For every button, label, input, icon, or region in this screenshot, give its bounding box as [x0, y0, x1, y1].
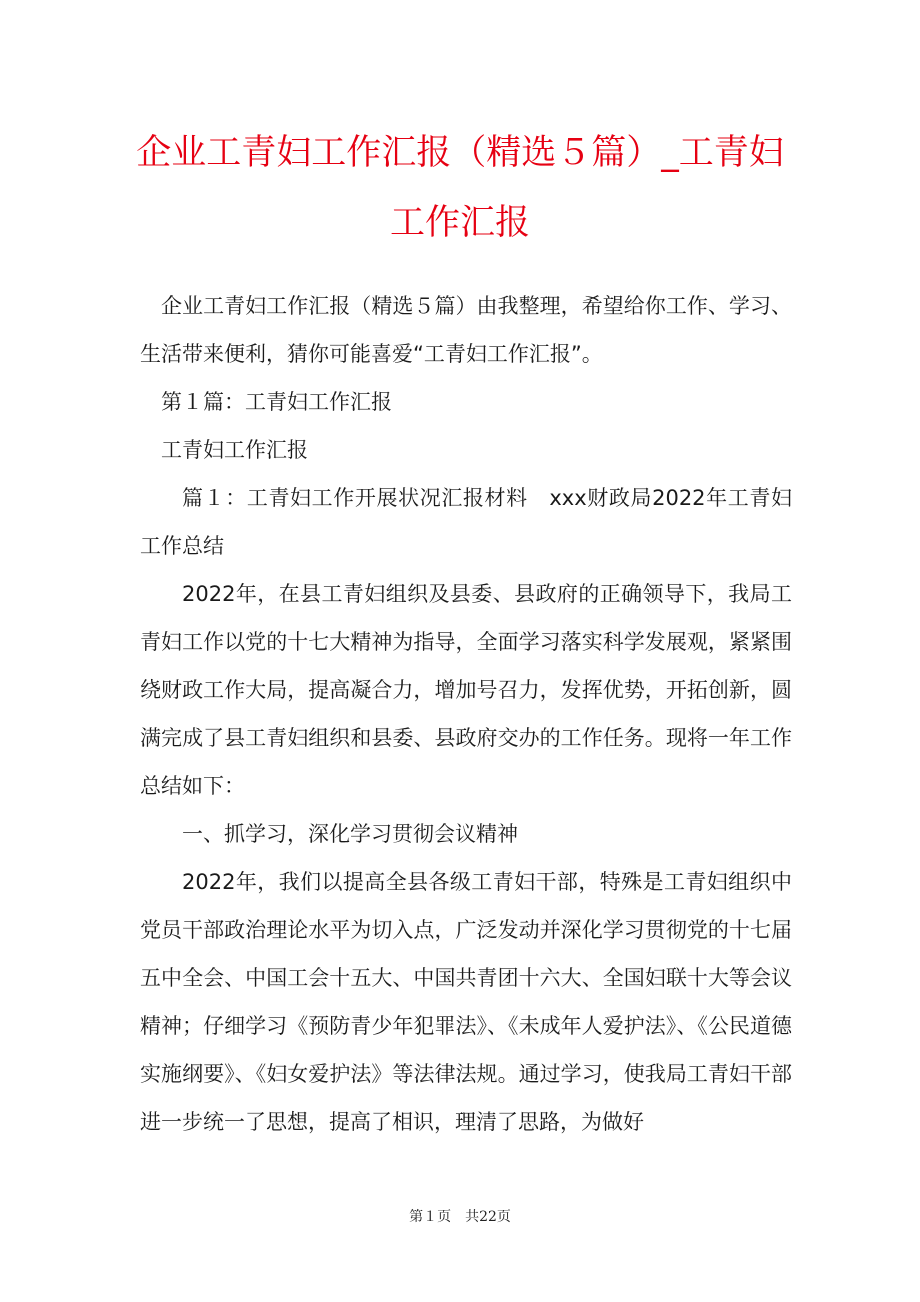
intro-paragraph: 企业工青妇工作汇报（精选５篇）由我整理，希望给你工作、学习、生活带来便利，猜你可能喜爱“工青妇工作汇报”。	[140, 294, 792, 366]
study-paragraph: 2022年，我们以提高全县各级工青妇干部，特殊是工青妇组织中党员干部政治理论水平为切入点，广泛发动并深化学习贯彻党的十七届五中全会、中国工会十五大、中国共青团十六大、全国妇联十大等会议精神；仔细学习《预防青少年犯罪法》、《未成年人爱护法》、《公民道德实施纲要》、《妇女爱护法》等法律法规。通过学习，使我局工青妇干部进一步统一了思想，提高了相识，理清了思路，为做好	[140, 870, 792, 1134]
point-heading: 一、抓学习，深化学习贯彻会议精神	[182, 822, 518, 846]
subsection-heading: 篇１：工青妇工作开展状况汇报材料 xxx财政局2022年工青妇工作总结	[140, 486, 792, 558]
summary-paragraph: 2022年，在县工青妇组织及县委、县政府的正确领导下，我局工青妇工作以党的十七大精神为指导，全面学习落实科学发展观，紧紧围绕财政工作大局，提高凝合力，增加号召力，发挥优势，开拓创新，圆满完成了县工青妇组织和县委、县政府交办的工作任务。现将一年工作总结如下：	[140, 582, 792, 798]
page-number: 第１页	[409, 1209, 452, 1225]
chapter-heading: 第１篇：工青妇工作汇报	[161, 390, 392, 414]
document-title: 企业工青妇工作汇报（精选５篇）_工青妇工作汇报	[136, 133, 784, 243]
section-heading: 工青妇工作汇报	[161, 438, 308, 462]
document-body	[140, 282, 792, 1146]
page-total: 共22页	[465, 1209, 511, 1225]
page-footer	[0, 1206, 920, 1226]
